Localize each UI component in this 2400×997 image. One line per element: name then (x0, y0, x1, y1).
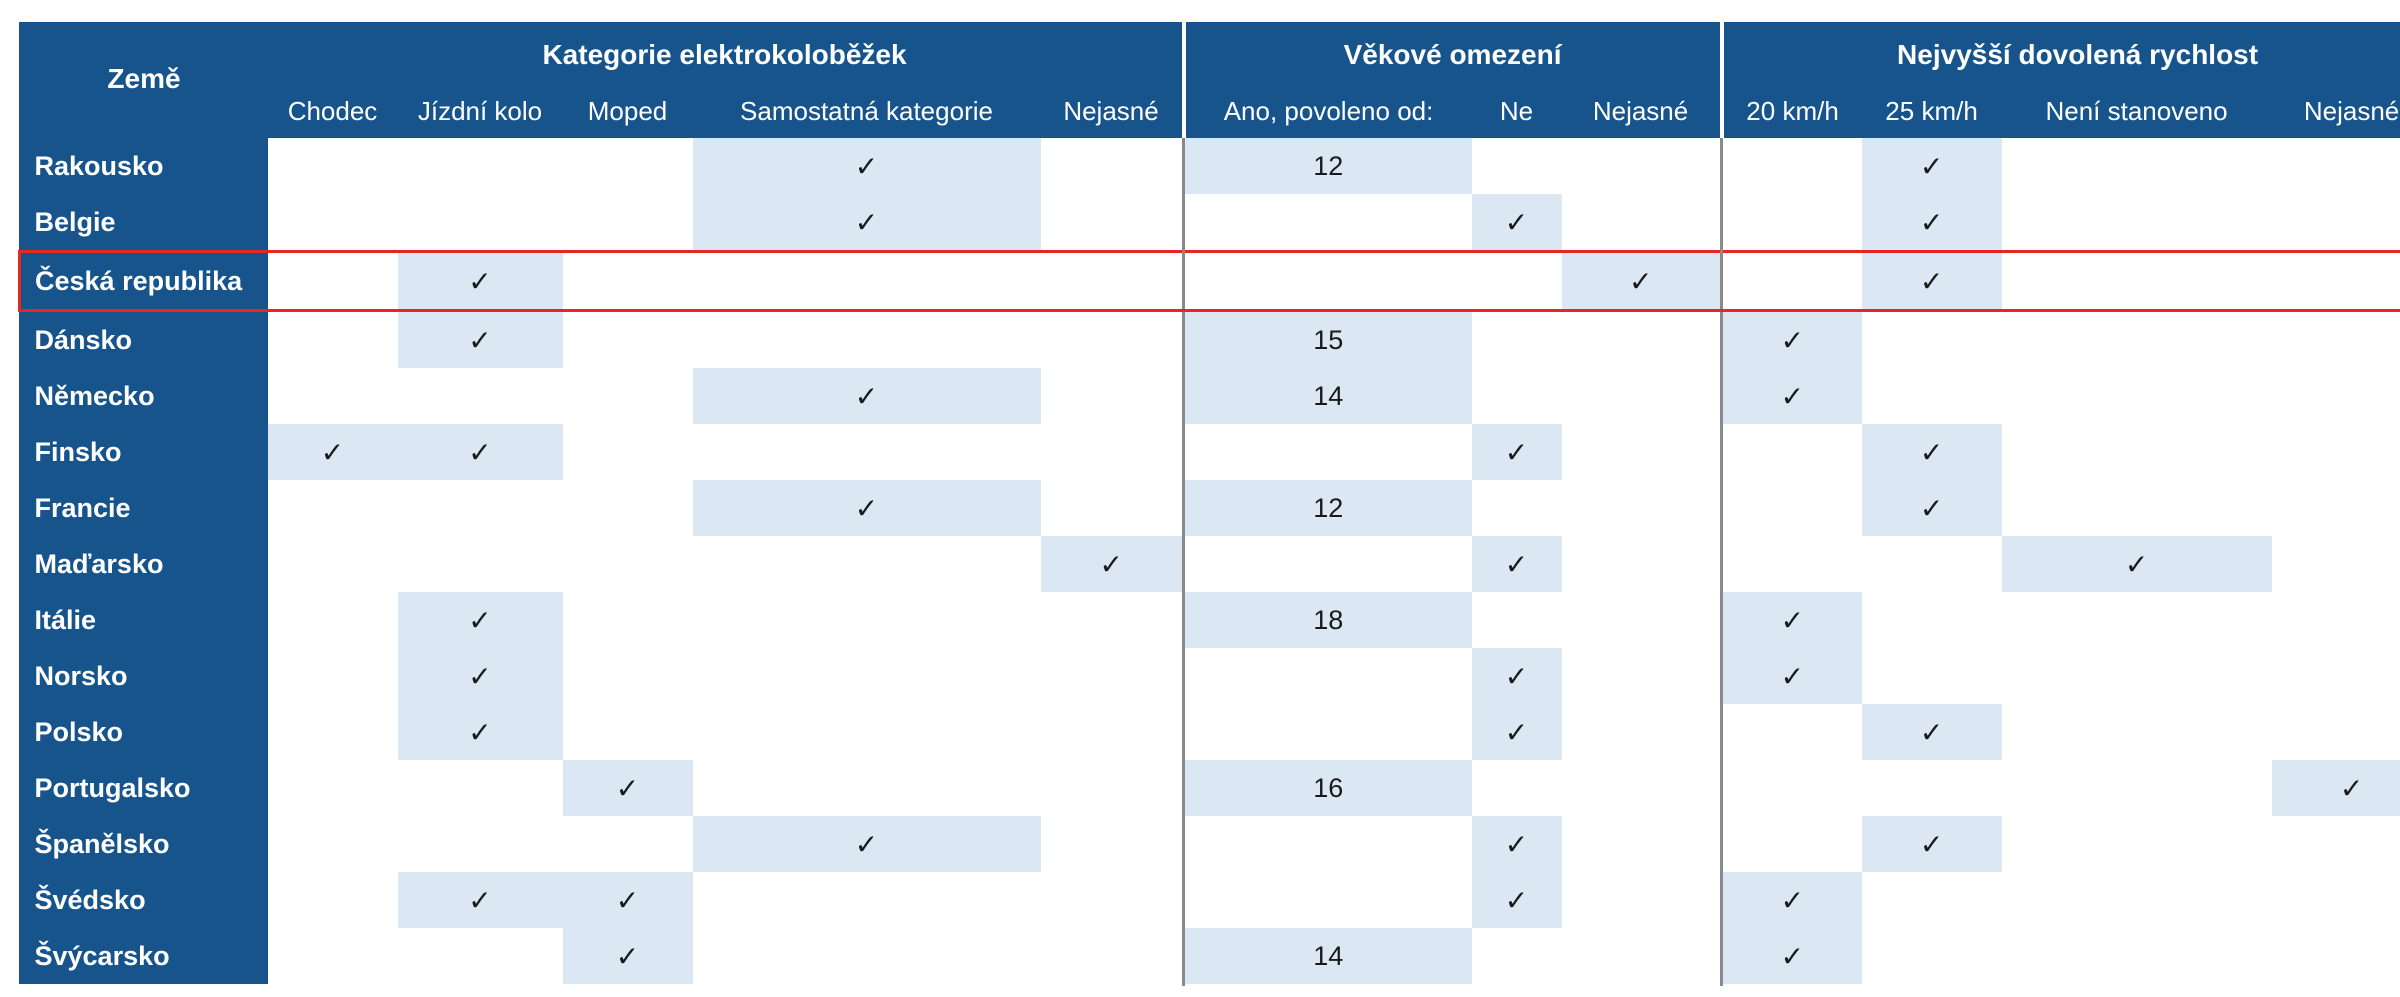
table-row (20, 252, 2400, 311)
cell-empty (1472, 311, 1562, 369)
cell-number: 12 (1313, 492, 1344, 523)
cell-empty (1862, 928, 2002, 985)
row-country-label: Belgie (20, 194, 268, 252)
cell-empty (563, 648, 693, 704)
cell-empty (2272, 536, 2400, 592)
cell-empty (268, 648, 398, 704)
cell-empty (268, 368, 398, 424)
cell-empty (1184, 816, 1472, 872)
row-country-label: Švýcarsko (20, 928, 268, 985)
cell-empty (268, 760, 398, 816)
cell-empty (693, 760, 1041, 816)
cell-check (398, 424, 563, 480)
cell-empty (563, 704, 693, 760)
cell-empty (2272, 194, 2400, 252)
cell-check (1862, 137, 2002, 194)
cell-empty (563, 311, 693, 369)
cell-check (1722, 928, 1862, 985)
cell-empty (1562, 648, 1722, 704)
cell-empty (2002, 368, 2272, 424)
cell-empty (1862, 536, 2002, 592)
cell-empty (1041, 648, 1184, 704)
row-country-label: Polsko (20, 704, 268, 760)
cell-empty (1562, 928, 1722, 985)
cell-empty (693, 311, 1041, 369)
cell-empty (2002, 760, 2272, 816)
table-row (20, 872, 2400, 928)
cell-empty (1472, 592, 1562, 648)
cell-value (1184, 760, 1472, 816)
cell-check (563, 760, 693, 816)
table-row (20, 311, 2400, 369)
cell-check (1862, 480, 2002, 536)
cell-empty (1041, 194, 1184, 252)
header-col-chodec: Chodec (268, 88, 398, 137)
cell-value (1184, 928, 1472, 985)
cell-empty (1862, 592, 2002, 648)
cell-empty (268, 592, 398, 648)
cell-check (398, 704, 563, 760)
cell-empty (1041, 311, 1184, 369)
row-country-label: Portugalsko (20, 760, 268, 816)
cell-empty (1562, 592, 1722, 648)
cell-check (1472, 704, 1562, 760)
cell-check (1722, 311, 1862, 369)
cell-empty (2272, 648, 2400, 704)
row-country-label: Maďarsko (20, 536, 268, 592)
cell-check (2002, 536, 2272, 592)
table-body (20, 137, 2400, 985)
cell-empty (2002, 137, 2272, 194)
cell-empty (693, 928, 1041, 985)
cell-empty (1722, 704, 1862, 760)
cell-empty (1472, 760, 1562, 816)
cell-empty (1722, 252, 1862, 311)
row-country-label: Rakousko (20, 137, 268, 194)
cell-check (563, 928, 693, 985)
cell-check (268, 424, 398, 480)
cell-value (1184, 137, 1472, 194)
cell-empty (268, 194, 398, 252)
table-row (20, 480, 2400, 536)
cell-empty (2002, 928, 2272, 985)
table-row (20, 648, 2400, 704)
cell-check (1472, 816, 1562, 872)
cell-empty (268, 536, 398, 592)
row-country-label: Španělsko (20, 816, 268, 872)
cell-empty (1041, 704, 1184, 760)
cell-value (1184, 368, 1472, 424)
header-col-moped: Moped (563, 88, 693, 137)
cell-empty (268, 928, 398, 985)
cell-empty (2272, 872, 2400, 928)
cell-empty (398, 536, 563, 592)
cell-empty (1184, 424, 1472, 480)
table-row (20, 592, 2400, 648)
cell-empty (2272, 252, 2400, 311)
cell-empty (2272, 368, 2400, 424)
cell-number: 14 (1313, 380, 1344, 411)
header-col-20kmh: 20 km/h (1722, 88, 1862, 137)
cell-empty (2002, 194, 2272, 252)
table-row (20, 704, 2400, 760)
cell-check (563, 872, 693, 928)
header-col-neni-stanoveno: Není stanoveno (2002, 88, 2272, 137)
cell-empty (1722, 816, 1862, 872)
row-country-label: Česká republika (20, 252, 268, 311)
cell-empty (1562, 872, 1722, 928)
cell-empty (563, 480, 693, 536)
cell-check (1722, 368, 1862, 424)
cell-empty (398, 137, 563, 194)
cell-empty (398, 194, 563, 252)
cell-check (693, 194, 1041, 252)
cell-empty (1562, 536, 1722, 592)
cell-empty (563, 816, 693, 872)
cell-empty (1862, 648, 2002, 704)
table-row (20, 760, 2400, 816)
cell-empty (563, 137, 693, 194)
cell-check (398, 311, 563, 369)
row-country-label: Norsko (20, 648, 268, 704)
table-row (20, 816, 2400, 872)
cell-empty (1562, 424, 1722, 480)
row-country-label: Švédsko (20, 872, 268, 928)
cell-empty (693, 536, 1041, 592)
cell-empty (2272, 592, 2400, 648)
table-row (20, 137, 2400, 194)
cell-empty (693, 648, 1041, 704)
cell-empty (693, 704, 1041, 760)
cell-empty (2272, 480, 2400, 536)
cell-empty (2002, 424, 2272, 480)
cell-empty (1722, 536, 1862, 592)
cell-check (693, 480, 1041, 536)
cell-empty (563, 368, 693, 424)
table-row (20, 928, 2400, 985)
cell-empty (2002, 648, 2272, 704)
cell-empty (1041, 424, 1184, 480)
cell-empty (1562, 194, 1722, 252)
cell-empty (1041, 137, 1184, 194)
cell-empty (1041, 252, 1184, 311)
row-country-label: Německo (20, 368, 268, 424)
cell-empty (2002, 252, 2272, 311)
header-col-ne: Ne (1472, 88, 1562, 137)
cell-check (1472, 194, 1562, 252)
cell-check (693, 816, 1041, 872)
cell-empty (2272, 816, 2400, 872)
cell-empty (268, 137, 398, 194)
cell-empty (268, 872, 398, 928)
cell-empty (1722, 480, 1862, 536)
cell-value (1184, 592, 1472, 648)
header-group-row (20, 22, 2400, 88)
cell-empty (2002, 480, 2272, 536)
cell-check (398, 648, 563, 704)
cell-empty (1184, 648, 1472, 704)
table-row (20, 194, 2400, 252)
cell-empty (1041, 872, 1184, 928)
cell-empty (398, 816, 563, 872)
cell-empty (268, 704, 398, 760)
cell-empty (2272, 704, 2400, 760)
cell-empty (398, 480, 563, 536)
cell-empty (398, 760, 563, 816)
cell-empty (1041, 816, 1184, 872)
cell-check (398, 592, 563, 648)
header-group-speed: Nejvyšší dovolená rychlost (1722, 22, 2400, 88)
cell-empty (1722, 424, 1862, 480)
cell-check (1862, 816, 2002, 872)
header-col-nejasne-kategorie: Nejasné (1041, 88, 1184, 137)
cell-empty (1862, 872, 2002, 928)
cell-empty (268, 252, 398, 311)
cell-empty (1472, 252, 1562, 311)
regulations-table (18, 22, 2400, 986)
cell-empty (1184, 536, 1472, 592)
header-col-ano-povoleno-od: Ano, povoleno od: (1184, 88, 1472, 137)
cell-empty (1722, 194, 1862, 252)
cell-empty (2002, 816, 2272, 872)
cell-check (1472, 648, 1562, 704)
cell-empty (2272, 137, 2400, 194)
cell-empty (1562, 311, 1722, 369)
cell-empty (1041, 760, 1184, 816)
cell-check (398, 872, 563, 928)
cell-check (1862, 424, 2002, 480)
table-row (20, 536, 2400, 592)
cell-empty (1472, 137, 1562, 194)
cell-value (1184, 311, 1472, 369)
cell-empty (1184, 704, 1472, 760)
cell-empty (268, 816, 398, 872)
header-col-25kmh: 25 km/h (1862, 88, 2002, 137)
cell-empty (1862, 368, 2002, 424)
cell-empty (1472, 480, 1562, 536)
cell-check (1722, 872, 1862, 928)
cell-check (398, 252, 563, 311)
cell-empty (1184, 194, 1472, 252)
cell-empty (693, 592, 1041, 648)
header-col-jizdni-kolo: Jízdní kolo (398, 88, 563, 137)
header-col-nejasne-rychlost: Nejasné (2272, 88, 2400, 137)
row-country-label: Itálie (20, 592, 268, 648)
cell-empty (693, 252, 1041, 311)
cell-empty (1472, 368, 1562, 424)
header-col-samostatna-kategorie: Samostatná kategorie (693, 88, 1041, 137)
table-row (20, 368, 2400, 424)
cell-number: 14 (1313, 940, 1344, 971)
header-col-nejasne-vek: Nejasné (1562, 88, 1722, 137)
cell-number: 18 (1313, 604, 1344, 635)
cell-empty (2002, 704, 2272, 760)
cell-empty (563, 424, 693, 480)
cell-number: 16 (1313, 772, 1344, 803)
cell-check (1862, 194, 2002, 252)
cell-empty (693, 424, 1041, 480)
cell-check (1472, 536, 1562, 592)
cell-empty (1184, 252, 1472, 311)
cell-empty (563, 194, 693, 252)
cell-check (1862, 704, 2002, 760)
cell-empty (2002, 592, 2272, 648)
cell-empty (398, 368, 563, 424)
cell-empty (2272, 311, 2400, 369)
row-country-label: Finsko (20, 424, 268, 480)
cell-check (1472, 424, 1562, 480)
cell-empty (1862, 760, 2002, 816)
cell-empty (1472, 928, 1562, 985)
cell-empty (268, 480, 398, 536)
cell-empty (1184, 872, 1472, 928)
cell-check (1722, 648, 1862, 704)
cell-empty (268, 311, 398, 369)
cell-empty (2002, 311, 2272, 369)
cell-check (693, 137, 1041, 194)
cell-empty (1041, 928, 1184, 985)
cell-empty (1722, 760, 1862, 816)
header-country: Země (20, 22, 268, 137)
cell-check (1722, 592, 1862, 648)
cell-empty (693, 872, 1041, 928)
cell-number: 15 (1313, 324, 1344, 355)
cell-empty (1041, 368, 1184, 424)
cell-check (2272, 760, 2400, 816)
row-country-label: Francie (20, 480, 268, 536)
cell-empty (2272, 424, 2400, 480)
cell-empty (1562, 760, 1722, 816)
cell-empty (1562, 704, 1722, 760)
cell-check (1041, 536, 1184, 592)
cell-empty (2002, 872, 2272, 928)
cell-empty (1722, 137, 1862, 194)
cell-empty (1041, 592, 1184, 648)
cell-empty (1562, 368, 1722, 424)
header-group-age: Věkové omezení (1184, 22, 1722, 88)
cell-empty (1562, 480, 1722, 536)
cell-check (693, 368, 1041, 424)
cell-empty (1562, 137, 1722, 194)
cell-value (1184, 480, 1472, 536)
cell-empty (1862, 311, 2002, 369)
cell-empty (563, 536, 693, 592)
cell-check (1472, 872, 1562, 928)
cell-empty (563, 252, 693, 311)
table-row (20, 424, 2400, 480)
row-country-label: Dánsko (20, 311, 268, 369)
cell-empty (1041, 480, 1184, 536)
header-column-row (20, 88, 2400, 137)
cell-empty (398, 928, 563, 985)
table-header (20, 22, 2400, 137)
cell-check (1562, 252, 1722, 311)
cell-empty (1562, 816, 1722, 872)
cell-number: 12 (1313, 150, 1344, 181)
cell-empty (2272, 928, 2400, 985)
cell-empty (563, 592, 693, 648)
header-group-category: Kategorie elektrokoloběžek (268, 22, 1184, 88)
cell-check (1862, 252, 2002, 311)
